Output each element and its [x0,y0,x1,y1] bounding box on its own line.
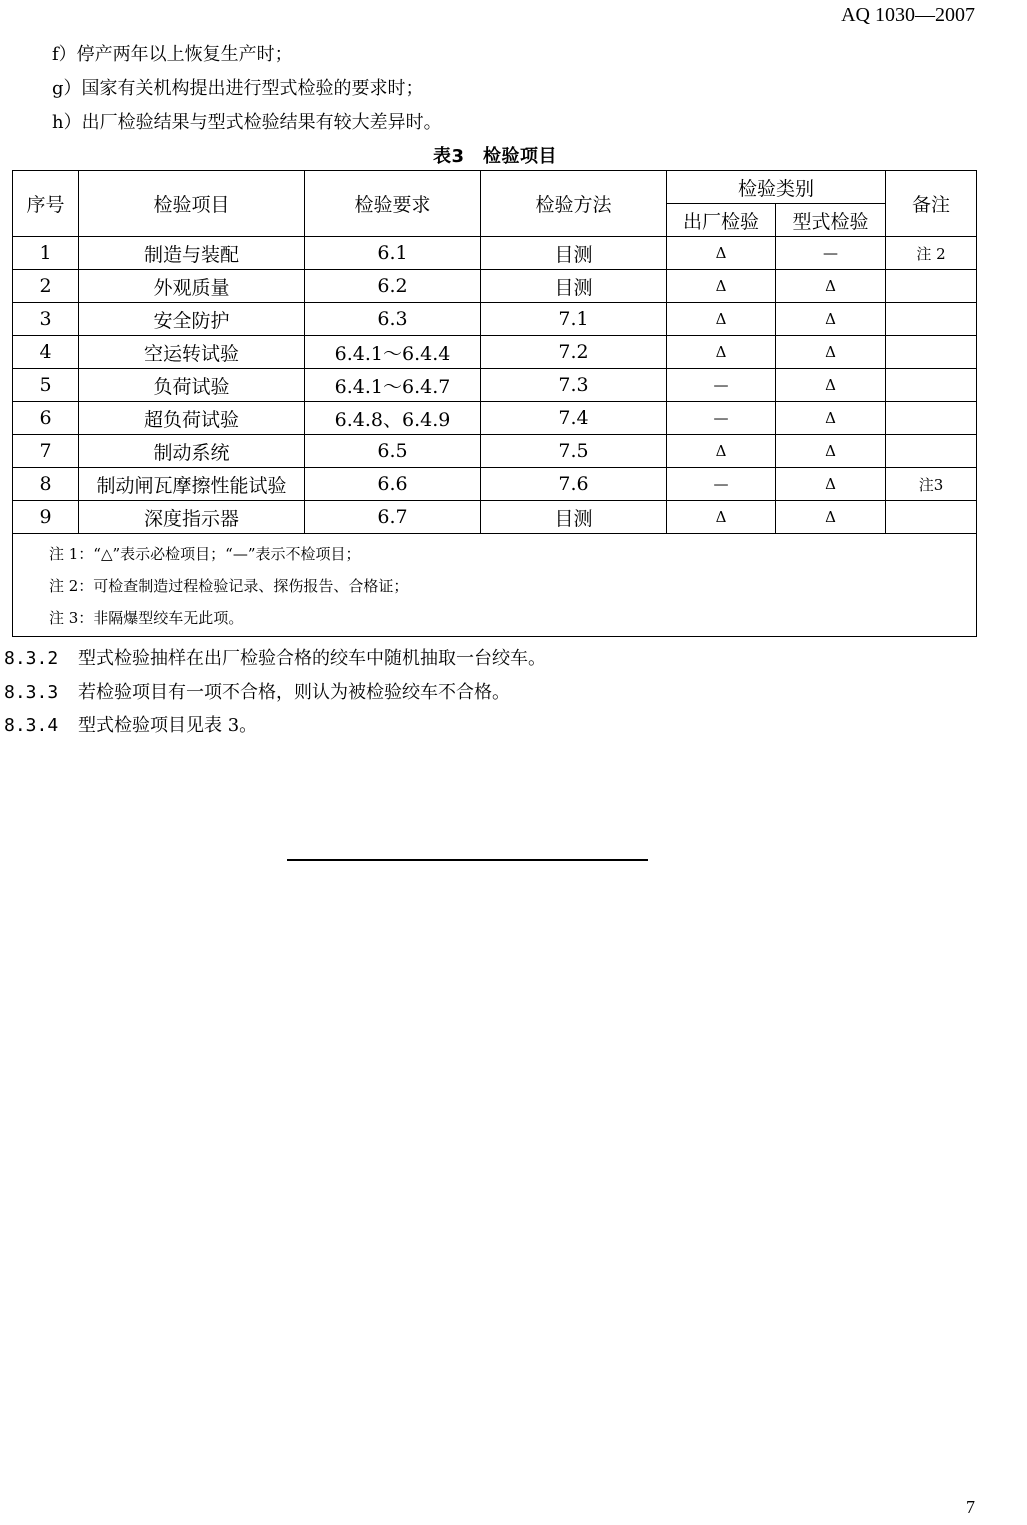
cell-remark [886,336,977,369]
table-header-row [13,171,977,204]
header-no: 序号 [13,171,79,237]
cell-item: 负荷试验 [79,369,305,402]
table-body [13,237,977,534]
clause-text: 型式检验抽样在出厂检验合格的绞车中随机抽取一台绞车。 [78,648,546,669]
cell-remark [886,270,977,303]
cell-no: 3 [13,303,79,336]
table-caption: 表3 检验项目 [432,146,558,167]
cell-remark [886,435,977,468]
table-row [13,402,977,435]
cell-remark [886,402,977,435]
cell-type-test: Δ [776,468,886,501]
header-category: 检验类别 [667,171,886,204]
cell-requirement: 6.3 [305,303,481,336]
table-row [13,270,977,303]
inspection-table [12,170,977,637]
cell-factory: Δ [667,501,776,534]
cell-type-test: Δ [776,501,886,534]
cell-method: 7.6 [481,468,667,501]
cell-type-test: Δ [776,336,886,369]
cell-no: 5 [13,369,79,402]
table-row [13,237,977,270]
cell-no: 8 [13,468,79,501]
notes-row [13,534,977,637]
cell-item: 安全防护 [79,303,305,336]
list-item: f）停产两年以上恢复生产时； [52,44,293,65]
cell-factory: — [667,402,776,435]
cell-factory: Δ [667,336,776,369]
cell-requirement: 6.6 [305,468,481,501]
cell-type-test: Δ [776,435,886,468]
page-number: 7 [966,1497,975,1517]
cell-item: 超负荷试验 [79,402,305,435]
cell-requirement: 6.4.1～6.4.7 [305,369,481,402]
table-row [13,303,977,336]
clause-number: 8.3.4 [4,715,59,736]
clause [4,711,257,737]
standard-code: AQ 1030—2007 [841,4,975,26]
cell-type-test: Δ [776,303,886,336]
table-note: 注 1：“△”表示必检项目；“—”表示不检项目； [49,545,361,563]
cell-factory: — [667,468,776,501]
end-rule [287,859,648,861]
cell-item: 制动系统 [79,435,305,468]
cell-remark: 注3 [886,468,977,501]
cell-remark: 注 2 [886,237,977,270]
clause-number: 8.3.3 [4,682,59,703]
cell-requirement: 6.7 [305,501,481,534]
cell-factory: Δ [667,303,776,336]
cell-method: 7.5 [481,435,667,468]
cell-item: 深度指示器 [79,501,305,534]
cell-factory: Δ [667,237,776,270]
cell-factory: Δ [667,435,776,468]
cell-type-test: Δ [776,369,886,402]
table-row [13,369,977,402]
clause-text: 型式检验项目见表 3。 [78,715,258,736]
cell-no: 1 [13,237,79,270]
cell-item: 制造与装配 [79,237,305,270]
cell-method: 7.1 [481,303,667,336]
header-factory: 出厂检验 [667,204,776,237]
cell-requirement: 6.2 [305,270,481,303]
header-requirement: 检验要求 [305,171,481,237]
table-row [13,468,977,501]
table-note: 注 3：非隔爆型绞车无此项。 [49,609,244,627]
cell-remark [886,369,977,402]
cell-type-test: Δ [776,402,886,435]
cell-method: 7.4 [481,402,667,435]
list-item: h）出厂检验结果与型式检验结果有较大差异时。 [52,112,442,133]
cell-item: 制动闸瓦摩擦性能试验 [79,468,305,501]
cell-type-test: — [776,237,886,270]
list-item: g）国家有关机构提出进行型式检验的要求时； [52,78,424,99]
cell-method: 7.3 [481,369,667,402]
cell-no: 9 [13,501,79,534]
header-method: 检验方法 [481,171,667,237]
cell-no: 7 [13,435,79,468]
cell-method: 7.2 [481,336,667,369]
header-remark: 备注 [886,171,977,237]
table-row [13,336,977,369]
cell-no: 6 [13,402,79,435]
table-row [13,501,977,534]
cell-item: 空运转试验 [79,336,305,369]
cell-factory: — [667,369,776,402]
clause [4,644,546,670]
cell-type-test: Δ [776,270,886,303]
cell-no: 2 [13,270,79,303]
header-type-test: 型式检验 [776,204,886,237]
cell-remark [886,501,977,534]
table-row [13,435,977,468]
table-note: 注 2：可检查制造过程检验记录、探伤报告、合格证； [49,577,409,595]
header-item: 检验项目 [79,171,305,237]
cell-remark [886,303,977,336]
cell-item: 外观质量 [79,270,305,303]
table-notes [13,534,977,637]
clause [4,678,510,704]
cell-method: 目测 [481,237,667,270]
cell-method: 目测 [481,501,667,534]
cell-requirement: 6.5 [305,435,481,468]
cell-factory: Δ [667,270,776,303]
clause-text: 若检验项目有一项不合格，则认为被检验绞车不合格。 [78,682,510,703]
cell-requirement: 6.1 [305,237,481,270]
cell-no: 4 [13,336,79,369]
clause-number: 8.3.2 [4,648,59,669]
cell-requirement: 6.4.8、6.4.9 [305,402,481,435]
cell-requirement: 6.4.1～6.4.4 [305,336,481,369]
cell-method: 目测 [481,270,667,303]
